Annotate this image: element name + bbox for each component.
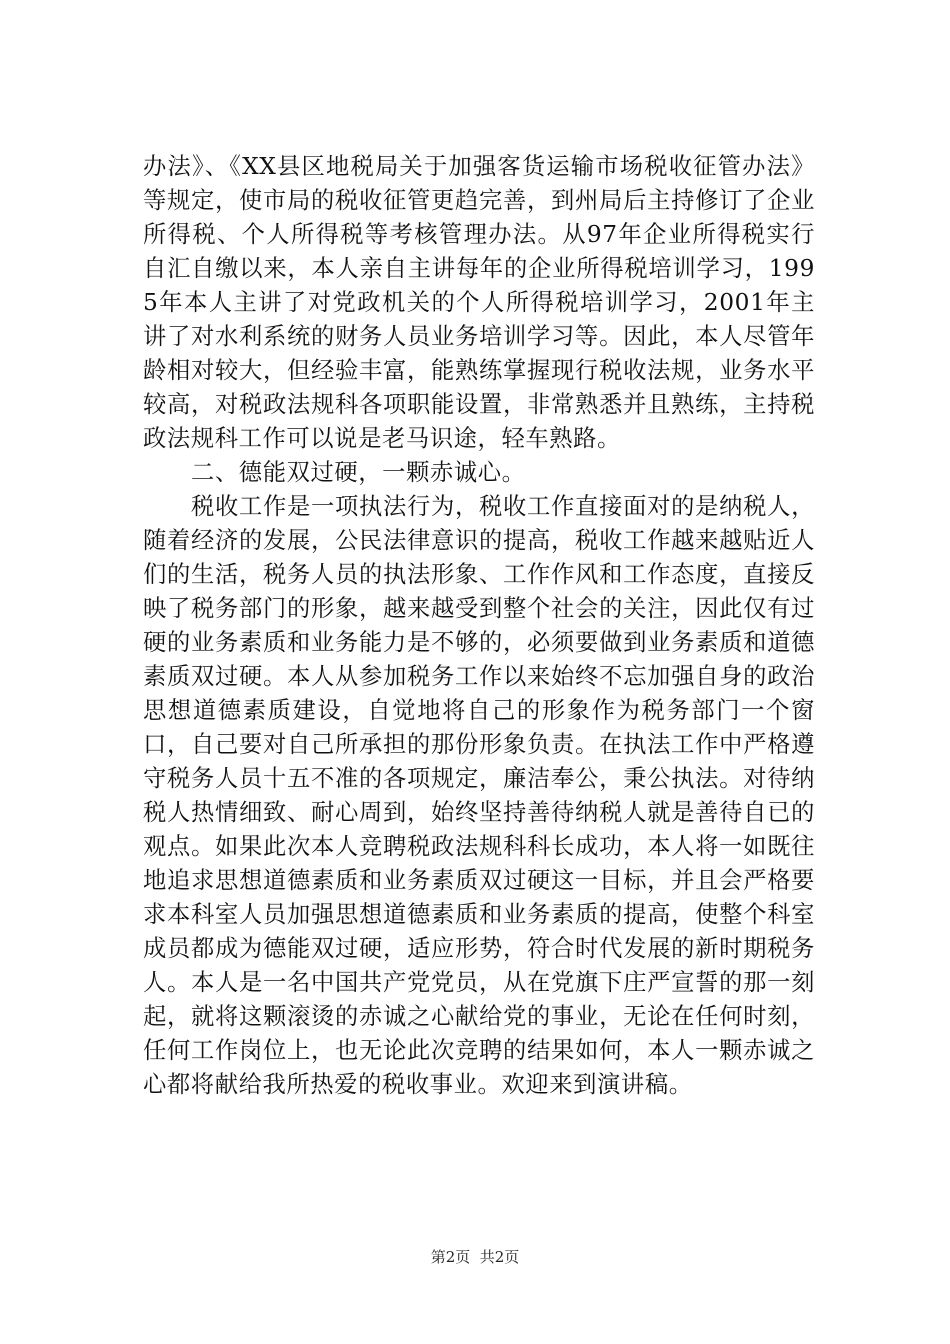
document-body — [143, 150, 815, 1102]
body-paragraph-1: 办法》、《XX县区地税局关于加强客货运输市场税收征管办法》等规定，使市局的税收征管更趋完善，到州局后主持修订了企业所得税、个人所得税等考核管理办法。从97年企业所得税实行自汇自缴以来，本人亲自主讲每年的企业所得税培训学习，1995年本人主讲了对党政机关的个人所得税培训学习，2001年主讲了对水利系统的财务人员业务培训学习等。因此，本人尽管年龄相对较大，但经验丰富，能熟练掌握现行税收法规，业务水平较高，对税政法规科各项职能设置，非常熟悉并且熟练，主持税政法规科工作可以说是老马识途，轻车熟路。 — [143, 153, 815, 452]
page-number-label: 第2页 共2页 — [430, 1248, 520, 1266]
page-footer — [0, 1247, 950, 1267]
section-heading: 二、德能双过硬，一颗赤诚心。 — [191, 459, 526, 486]
body-paragraph-2: 税收工作是一项执法行为，税收工作直接面对的是纳税人，随着经济的发展，公民法律意识的提高，税收工作越来越贴近人们的生活，税务人员的执法形象、工作作风和工作态度，直接反映了税务部门的形象，越来越受到整个社会的关注，因此仅有过硬的业务素质和业务能力是不够的，必须要做到业务素质和道德素质双过硬。本人从参加税务工作以来始终不忘加强自身的政治思想道德素质建设，自觉地将自己的形象作为税务部门一个窗口，自己要对自己所承担的那份形象负责。在执法工作中严格遵守税务人员十五不准的各项规定，廉洁奉公，秉公执法。对待纳税人热情细致、耐心周到，始终坚持善待纳税人就是善待自已的观点。如果此次本人竞聘税政法规科科长成功，本人将一如既往地追求思想道德素质和业务素质双过硬这一目标，并且会严格要求本科室人员加强思想道德素质和业务素质的提高，使整个科室成员都成为德能双过硬，适应形势，符合时代发展的新时期税务人。本人是一名中国共产党党员，从在党旗下庄严宣誓的那一刻起，就将这颗滚烫的赤诚之心献给党的事业，无论在任何时刻，任何工作岗位上，也无论此次竞聘的结果如何，本人一颗赤诚之心都将献给我所热爱的税收事业。欢迎来到演讲稿。 — [143, 493, 815, 1098]
